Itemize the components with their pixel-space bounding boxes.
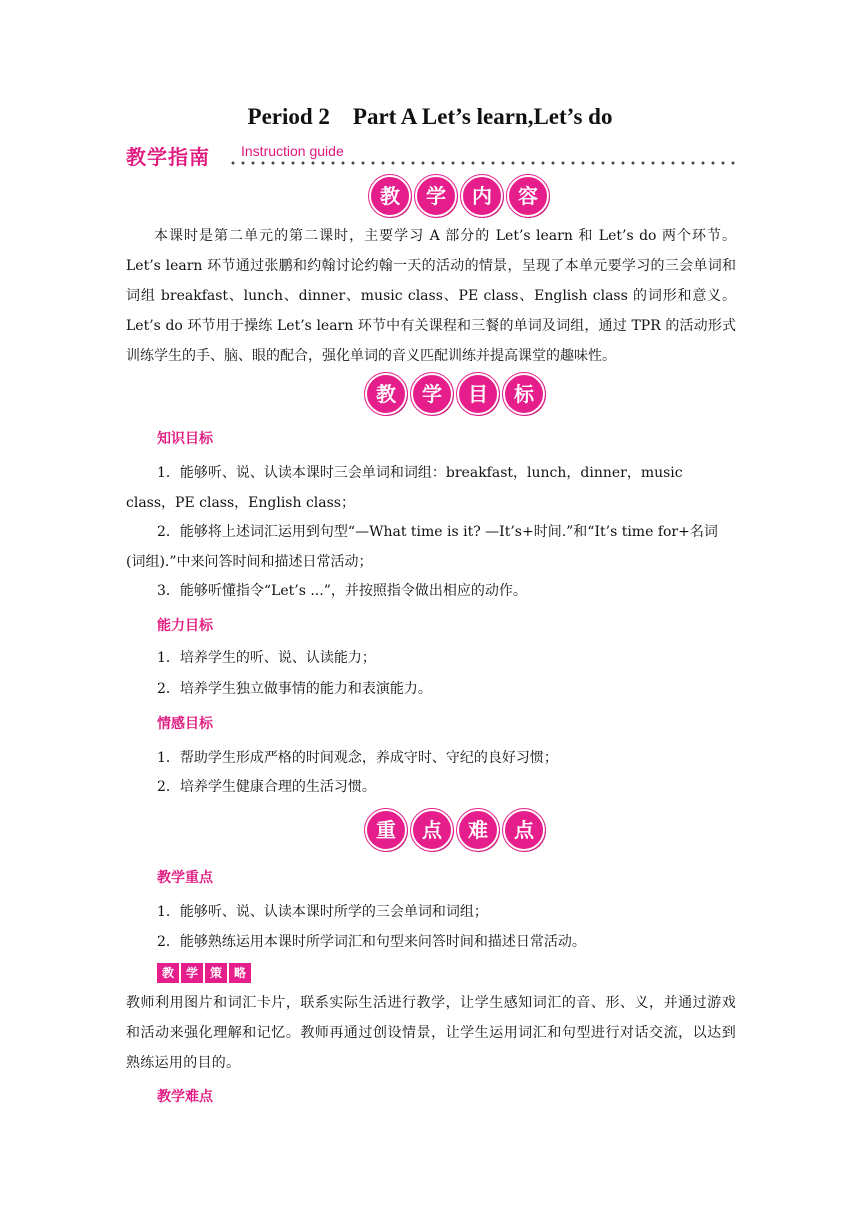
badge-char: 学 [415, 175, 457, 217]
strategy-text: 教师利用图片和词汇卡片，联系实际生活进行教学，让学生感知词汇的音、形、义，并通过游戏和活动来强化理解和记忆。教师再通过创设情景，让学生运用词汇和句型进行对话交流，以达到熟练运用的目的。 [126, 995, 736, 1071]
knowledge-item: 3．能够听懂指令“Let’s ...”，并按照指令做出相应的动作。 [157, 583, 527, 599]
focus-item: 1．能够听、说、认读本课时所学的三会单词和词组； [157, 904, 488, 920]
strategy-char: 教 [157, 963, 179, 983]
emotion-item: 1．帮助学生形成严格的时间观念，养成守时、守纪的良好习惯； [157, 750, 558, 766]
knowledge-item: 2．能够将上述词汇运用到句型“—What time is it? —It’s+时间.”和“It’s time for+名词(词组).”中来问答时间和描述日常活动； [126, 524, 718, 570]
badge-char: 重 [365, 809, 407, 851]
badge-char: 学 [411, 373, 453, 415]
ability-item: 1．培养学生的听、说、认读能力； [157, 650, 376, 666]
knowledge-item: 1．能够听、说、认读本课时三会单词和词组：breakfast，lunch，dinner，music class，PE class，English class； [126, 465, 683, 511]
strategy-char: 略 [229, 963, 251, 983]
ability-heading: 能力目标 [157, 618, 213, 634]
strategy-char: 策 [205, 963, 227, 983]
focus-item: 2．能够熟练运用本课时所学词汇和句型来问答时间和描述日常活动。 [157, 934, 586, 950]
badge-char: 教 [369, 175, 411, 217]
dotted-divider [228, 160, 736, 166]
badge-char: 内 [461, 175, 503, 217]
badge-char: 容 [507, 175, 549, 217]
emotion-item: 2．培养学生健康合理的生活习惯。 [157, 779, 376, 795]
focus-heading: 教学重点 [157, 870, 213, 886]
badge-char: 目 [457, 373, 499, 415]
difficulty-heading: 教学难点 [157, 1089, 213, 1105]
section-badge-key-points [365, 809, 545, 851]
guide-label: 教学指南 [126, 145, 210, 169]
content-paragraph: 本课时是第二单元的第二课时，主要学习 A 部分的 Let’s learn 和 Let’s do 两个环节。Let’s learn 环节通过张鹏和约翰讨论约翰一天的活动的情景，呈现了本单元要学习的三会单词和词组 breakfast、lunch、dinner、music class、PE class、English class 的词形和意义。Let’s do 环节用于操练 Let’s learn 环节中有关课程和三餐的单词及词组，通过 TPR 的活动形式训练学生的手、脑、眼的配合，强化单词的音义匹配训练并提高课堂的趣味性。 [126, 228, 736, 364]
section-badge-content [369, 175, 549, 217]
guide-sub-label: Instruction guide [241, 143, 344, 159]
badge-char: 难 [457, 809, 499, 851]
section-badge-objectives [365, 373, 545, 415]
page-title: Period 2 Part A Let’s learn,Let’s do [247, 104, 613, 129]
badge-char: 点 [411, 809, 453, 851]
badge-char: 点 [503, 809, 545, 851]
badge-char: 教 [365, 373, 407, 415]
badge-char: 标 [503, 373, 545, 415]
strategy-label [157, 963, 251, 983]
emotion-heading: 情感目标 [157, 716, 213, 732]
ability-item: 2．培养学生独立做事情的能力和表演能力。 [157, 681, 432, 697]
strategy-char: 学 [181, 963, 203, 983]
knowledge-heading: 知识目标 [157, 431, 213, 447]
